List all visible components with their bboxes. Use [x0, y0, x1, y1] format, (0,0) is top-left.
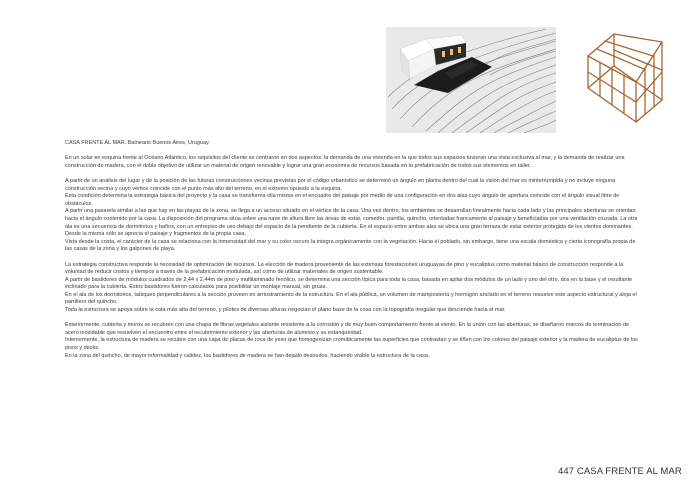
paragraph: Interiormente, la estructura de madera se recubre con una capa de placas de roca de yeso que homogenizan cromáticamente las superficies que contrastan y se tiñen con los colores del paisaje exterior y la madera de eucaliptus de los pisos y decks.: [65, 337, 638, 352]
paragraph: En un solar en esquina frente al Océano Atlántico, los requisitos del cliente se centraron en dos aspectos: la demanda de una vivienda en la que todos sus espacios tuvieran una vista exclusiva al mar, y la demanda de realizar una construcción de madera, con el doble objetivo de utilizar un material de origen renovable y lograr una gran economía de recursos basada en la prefabricación de todos sus elementos en taller.: [65, 155, 625, 169]
paragraph: A partir de bastidores de módulos cuadrados de 2,44 x 2,44m de pino y multilaminado fenólico, se determina una sección típica para toda la casa, basada en apilar dos módulos de un lado y uno del otro, dos en la base y el resultante inclinado para la cubierta. Estos bastidores fueron calculados para posibilitar un montaje manual, sin grúas.: [65, 276, 633, 291]
site-model-photo: [386, 27, 556, 133]
article-heading: CASA FRENTE AL MAR. Balneario Buenos Aires, Uruguay.: [65, 140, 210, 146]
paragraph: Esta condición determina la estrategia básica del proyecto y la casa se transforma ella misma en el encuadre del paisaje por medio de una configuración en dos alas cuyo ángulo de apertura coincide con el ángulo visual libre de obstáculos.: [65, 193, 620, 207]
paragraph: La estrategia constructiva responde la necesidad de optimización de recursos. La elección de madera proveniente de las extensas forestaciones uruguayas de pino y eucaliptus como material básico de construcción responde a la voluntad de reducir costos y tiempos a través de la prefabricación modulada, así como de utilizar materiales de origen sustentable.: [65, 261, 624, 276]
timber-frame-diagram: [584, 30, 666, 124]
paragraph: En la zona del quincho, de mayor informalidad y calidez, los bastidores de madera se han dejado desnudos, haciendo visible la estructura de la casa.: [65, 352, 430, 359]
paragraph: A partir de un análisis del lugar y de la posición de las futuras construcciones vecinas previstas por el código urbanístico se determinó un ángulo en planta dentro del cual la visión del mar es ininterrumpida y no incluye ninguna construcción vecina y cuyo vértice coincide con el punto más alto del terreno, en el extremo opuesto a la esquina.: [65, 177, 616, 192]
paragraph: En el ala de los dormitorios, tabiques perpendiculares a la sección proveen en arriostramiento de la estructura. En el ala pública, un volumen de mampostería y hormigón anclado en el terreno resuelve este aspecto estructural y aloja el parrillero del quincho.: [65, 291, 637, 306]
article-text: [65, 140, 643, 360]
paragraph: A partir una pasarela similar a las que hay en las playas de la zona, se llega a un acceso situado en el vértice de la casa. Una vez dentro, los ambientes se desarrollan linealmente hacia cada lado y las principales aberturas se orientan hacia el ángulo contenido por la casa. La disposición del programa sitúa sobre una nave de altura libre las áreas de estar, comedor, parrilla, quincho, orientadas francamente al paisaje y beneficiadas por una ventilación cruzada. La otra ala es una secuencia de dormitorios y baños, con un entrepiso de uso debajo del espacio de la pendiente de la cubierta. En el espacio entre ambas alas se ubica una gran terraza de estar exterior protegida de los vientos dominantes. Desde la misma sólo se aprecia el paisaje y fragmentos de la propia casa.: [65, 208, 638, 238]
site-model-illustration: [386, 27, 556, 133]
paragraph: Toda la estructura se apoya sobre la cota más alta del terreno, y pilotes de diversas alturas negocian el plano base de la cosa con la topografía irregular que desciende hacia el mar.: [65, 307, 506, 314]
page-footer: 447 CASA FRENTE AL MAR: [558, 466, 682, 477]
timber-frame-illustration: [584, 30, 666, 124]
paragraph: Exteriormente, cubierta y muros se recubren con una chapa de fibras vegetales aislante resistente a la corrosión y de muy buen comportamiento frente al viento. En la unión con las aberturas, se diseñaron marcos de terminación de acero inoxidable que resuelven el encuentro entre el recubrimiento exterior y las aberturas de aluminio y su estanqueidad.: [65, 322, 630, 336]
paragraph: Vista desde la costa, el carácter de la casa se relaciona con la inmensidad del mar y su color oscuro la integra orgánicamente con la vegetación. Hacia el poblado, sin embargo, tiene una escala doméstica y cierta iconografía propia de las casas de la zona y los galpones de playa.: [65, 238, 636, 253]
